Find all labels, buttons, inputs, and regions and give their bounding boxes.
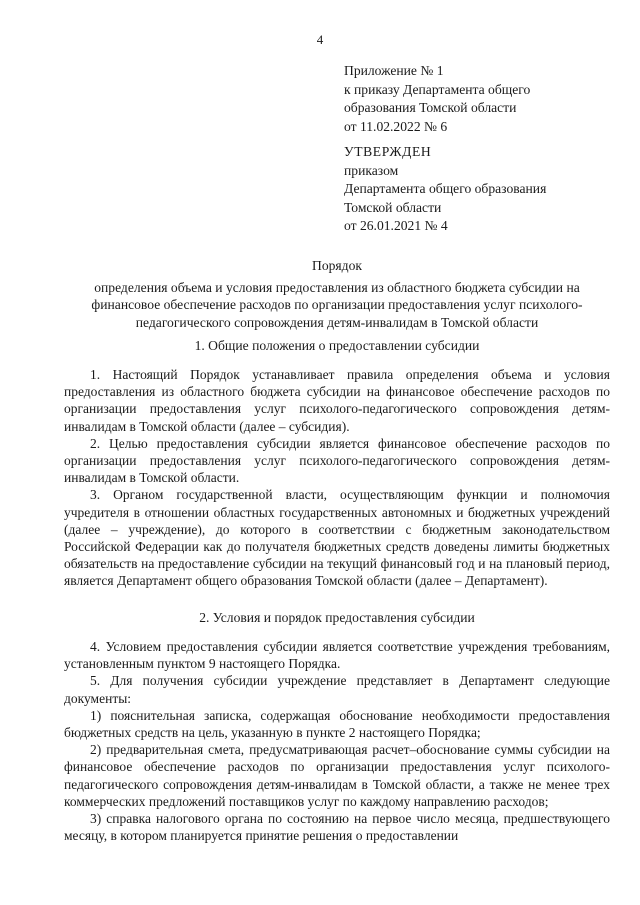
approval-line: приказом [344,162,399,178]
title-word: Порядок [312,258,362,273]
paragraph: 1) пояснительная записка, содержащая обоснование необходимости предоставления бюджетных средств на цель, указанную в пункте 2 настоящего Порядка; [64,707,610,741]
paragraph: 3) справка налогового органа по состоянию на первое число месяца, предшествующего месяцу, в котором планируется принятие решения о предоставлении [64,811,610,844]
document-title [64,257,610,331]
paragraph: 5. Для получения субсидии учреждение представляет в Департамент следующие документы: [64,673,610,706]
approval-line: Томской области [344,199,442,215]
appendix-line: от 11.02.2022 № 6 [344,118,448,134]
approval-line: от 26.01.2021 № 4 [344,218,448,233]
title-subtitle: определения объема и условия предоставления из областного бюджета субсидии на финансовое обеспечение расходов по организации предоставления услуг психолого-педагогического сопровождения детям-инвалидам в Томской области [91,280,583,330]
section-1-body [64,366,610,590]
approval-line: Департамента общего образования [344,181,547,196]
section-1-heading: 1. Общие положения о предоставлении субсидии [194,338,480,353]
approval-heading: УТВЕРЖДЕН [344,144,432,159]
paragraph: 2) предварительная смета, предусматривающая расчет–обоснование суммы субсидии на финансовое обеспечение расходов по организации предоставления услуг психолого-педагогического сопровождения детям-инвалидам в Томской области, а также не менее трех коммерческих предложений поставщиков услуг по каждому направлению расходов; [64,742,610,809]
paragraph: 4. Условием предоставления субсидии является соответствие учреждения требованиям, установленным пунктом 9 настоящего Порядка. [64,639,610,672]
page-number: 4 [316,32,324,47]
approval-block [344,143,546,236]
section-2-heading: 2. Условия и порядок предоставления субсидии [199,610,475,625]
appendix-block [344,62,530,136]
appendix-line: Приложение № 1 [344,63,444,78]
appendix-line: к приказу Департамента общего [344,81,531,97]
paragraph: 1. Настоящий Порядок устанавливает правила определения объема и условия предоставления из областного бюджета субсидии на финансовое обеспечение расходов по организации предоставления услуг психолого-педагогического сопровождения детям-инвалидам в Томской области (далее – субсидия). [64,367,610,434]
appendix-line: образования Томской области [344,100,517,115]
section-2-body [64,638,610,844]
paragraph: 2. Целью предоставления субсидии является финансовое обеспечение расходов по организации предоставления услуг психолого-педагогического сопровождения детям-инвалидам в Томской области. [64,435,610,486]
paragraph: 3. Органом государственной власти, осуществляющим функции и полномочия учредителя в отношении областных государственных автономных и бюджетных учреждений (далее – учреждение), до которого в соответствии с бюджетным законодательством Российской Федерации как до получателя бюджетных средств доведены лимиты бюджетных обязательств на предоставление субсидии на текущий финансовый год и на плановый период, является Департамент общего образования Томской области (далее – Департамент). [64,487,610,589]
